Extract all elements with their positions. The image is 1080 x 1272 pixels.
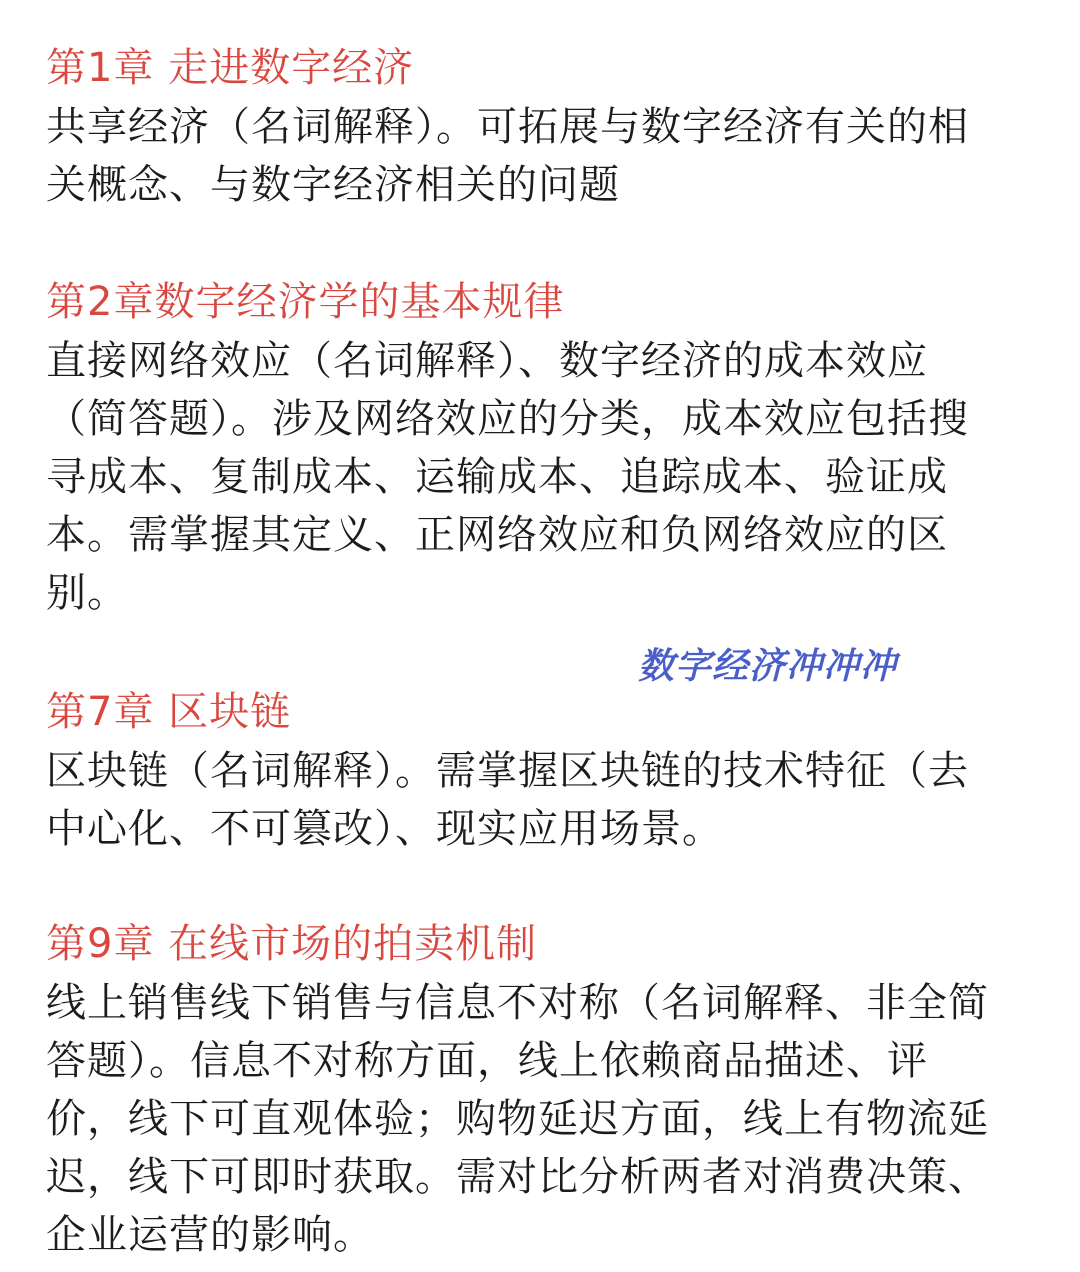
chapter-2-title: 第2章数字经济学的基本规律 xyxy=(46,279,565,325)
chapter-2-line-4: 本。需掌握其定义、正网络效应和负网络效应的区 xyxy=(46,512,948,558)
chapter-9-line-2: 答题）。信息不对称方面，线上依赖商品描述、评 xyxy=(46,1038,928,1084)
chapter-7-title: 第7章 区块链 xyxy=(46,689,292,735)
chapter-9-line-5: 企业运营的影响。 xyxy=(46,1212,374,1258)
chapter-7-line-2: 中心化、不可篡改）、现实应用场景。 xyxy=(46,806,723,852)
chapter-2-section xyxy=(46,272,1021,622)
chapter-7-line-1: 区块链（名词解释）。需掌握区块链的技术特征（去 xyxy=(46,748,969,794)
chapter-2-line-5: 别。 xyxy=(46,570,128,616)
chapter-9-title: 第9章 在线市场的拍卖机制 xyxy=(46,921,538,967)
chapter-2-line-3: 寻成本、复制成本、运输成本、追踪成本、验证成 xyxy=(46,454,948,500)
chapter-9-line-4: 迟，线下可即时获取。需对比分析两者对消费决策、 xyxy=(46,1154,989,1200)
chapter-7-section xyxy=(46,682,1021,858)
watermark-text: 数字经济冲冲冲 xyxy=(638,645,898,687)
chapter-9-line-1: 线上销售线下销售与信息不对称（名词解释、非全简 xyxy=(46,980,989,1026)
chapter-1-title: 第1章 走进数字经济 xyxy=(46,45,415,91)
chapter-1-line-2: 关概念、与数字经济相关的问题 xyxy=(46,162,620,208)
chapter-1-section xyxy=(46,38,1021,214)
chapter-9-line-3: 价，线下可直观体验；购物延迟方面，线上有物流延 xyxy=(46,1096,989,1142)
chapter-2-line-1: 直接网络效应（名词解释）、数字经济的成本效应 xyxy=(46,338,928,384)
chapter-1-line-1: 共享经济（名词解释）。可拓展与数字经济有关的相 xyxy=(46,104,969,150)
chapter-2-line-2: （简答题）。涉及网络效应的分类，成本效应包括搜 xyxy=(46,396,969,442)
chapter-9-section xyxy=(46,914,1021,1264)
